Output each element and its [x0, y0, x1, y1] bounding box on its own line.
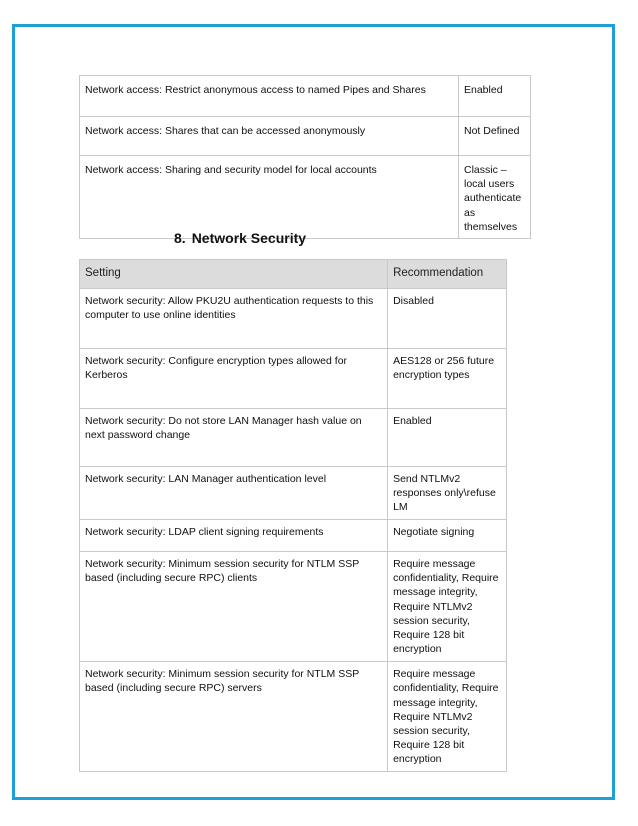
setting-cell: Network access: Shares that can be accessed anonymously — [80, 117, 459, 156]
section-title: Network Security — [191, 230, 307, 246]
table-row — [80, 552, 507, 662]
column-header-setting: Setting — [80, 260, 388, 289]
value-cell: Disabled — [388, 288, 507, 348]
table-row — [80, 76, 531, 117]
column-header-recommendation: Recommendation — [388, 260, 507, 289]
setting-cell: Network security: LDAP client signing requirements — [80, 520, 388, 552]
setting-cell: Network security: Configure encryption types allowed for Kerberos — [80, 348, 388, 408]
table-row — [80, 156, 531, 239]
setting-cell: Network security: Allow PKU2U authentication requests to this computer to use online identities — [80, 288, 388, 348]
table-row — [80, 520, 507, 552]
value-cell: Not Defined — [459, 117, 531, 156]
value-cell: Enabled — [388, 408, 507, 466]
value-cell: Enabled — [459, 76, 531, 117]
section-heading — [174, 230, 312, 246]
network-access-table — [79, 75, 531, 239]
network-security-table — [79, 259, 507, 772]
table-row — [80, 408, 507, 466]
value-cell: Classic – local users authenticate as themselves — [459, 156, 531, 239]
value-cell: Require message confidentiality, Require message integrity, Require NTLMv2 session security, Require 128 bit encryption — [388, 552, 507, 662]
setting-cell: Network access: Restrict anonymous access to named Pipes and Shares — [80, 76, 459, 117]
table-row — [80, 117, 531, 156]
table-row — [80, 288, 507, 348]
setting-cell: Network security: Minimum session security for NTLM SSP based (including secure RPC) servers — [80, 662, 388, 772]
table-row — [80, 348, 507, 408]
setting-cell: Network security: Do not store LAN Manager hash value on next password change — [80, 408, 388, 466]
setting-cell: Network security: Minimum session security for NTLM SSP based (including secure RPC) clients — [80, 552, 388, 662]
section-number: 8. — [174, 230, 186, 246]
value-cell: Send NTLMv2 responses only\refuse LM — [388, 466, 507, 520]
setting-cell: Network access: Sharing and security model for local accounts — [80, 156, 459, 239]
value-cell: AES128 or 256 future encryption types — [388, 348, 507, 408]
table-row — [80, 466, 507, 520]
setting-cell: Network security: LAN Manager authentication level — [80, 466, 388, 520]
value-cell: Require message confidentiality, Require message integrity, Require NTLMv2 session security, Require 128 bit encryption — [388, 662, 507, 772]
table-header-row — [80, 260, 507, 289]
value-cell: Negotiate signing — [388, 520, 507, 552]
table-row — [80, 662, 507, 772]
